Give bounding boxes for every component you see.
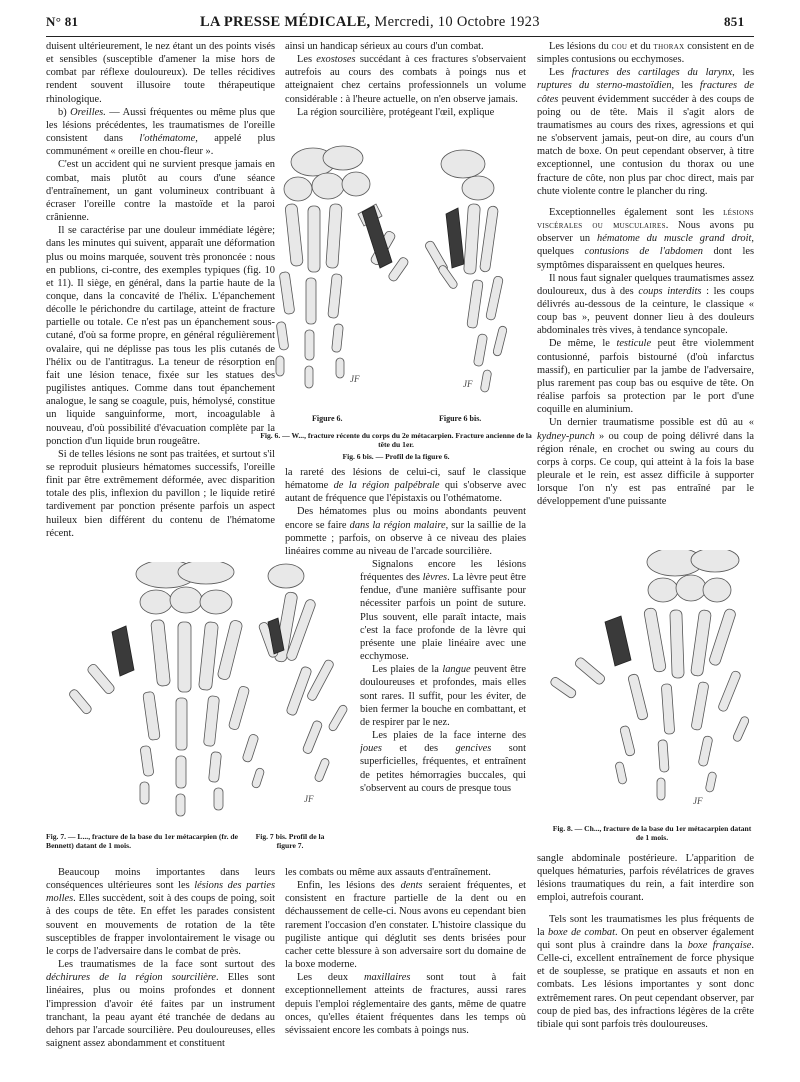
paragraph: Il nous faut signaler quelques traumatismes assez douloureux, dus à des coups interdits : les coups délivrés au-dessous de la ceinture, le classique « coup bas », peuvent donner lieu à des douleurs abdominales très vives, à tendance syncopale. bbox=[537, 272, 754, 337]
section-heading: Oreilles. bbox=[70, 106, 106, 118]
paragraph: Les deux maxillaires sont tout à fait exceptionnellement atteints de fractures, aussi rares depuis l'emploi réglementaire des gants, même de quatre onces, qu'elles étaient fréquentes dans les temps où sévissaient encore les combats à poings nus. bbox=[285, 972, 526, 1036]
page-number: 851 bbox=[724, 14, 745, 29]
paragraph: La région sourcilière, protégeant l'œil, explique bbox=[297, 106, 495, 118]
paragraph: Les plaies de la face interne des joues et des gencives sont superficielles, fréquentes, et entraînent de petites hémorragies buccales, qui s'observent au cours de presque tous bbox=[360, 730, 526, 794]
artist-signature: JF bbox=[350, 374, 360, 384]
paragraph: Les lésions du cou et du thorax consistent en de simples contusions ou ecchymoses. bbox=[537, 41, 754, 66]
issue-number: N° 81 bbox=[46, 14, 79, 29]
paragraph: Si de telles lésions ne sont pas traitées, et surtout s'il se reproduit plusieurs hématomes successifs, l'oreille finit par être extrêmement déformée, avec disparition totale des plis, inflexion du pavillon ; le liquide retiré tardivement par ponction présente parfois un aspect huileux bien différent du contenu de l'hématome récent. bbox=[46, 448, 275, 539]
paragraph: Enfin, les lésions des dents seraient fréquentes, et consistent en fracture partielle de la dent ou en déchaussement de celle-ci. Nous avons eu cependant bien rarement l'occasion d'en constater. L'histoire classique du pugiliste antique qui déglutit ses dents brisées pour cacher cette blessure à son adversaire sort du domaine de la boxe moderne. bbox=[285, 880, 526, 971]
paragraph: Les fractures des cartilages du larynx, les ruptures du sterno-mastoïdien, les fractures de côtes peuvent évidemment succéder à des coups de poing ou de tête. Mais il s'agit alors de traumatismes au cours des rixes, agressions et qui ne s'observent jamais, peut-on dire, au cours d'un match de boxe. On peut cependant observer, à titre exceptionnel, une contusion du thorax ou une fracture de côte, non plus par choc direct, mais par chute violente contre le plancher du ring. bbox=[537, 67, 754, 197]
figure-7-bis-caption: Fig. 7 bis. Profil de la figure 7. bbox=[255, 832, 325, 851]
artist-signature: JF bbox=[693, 796, 703, 806]
figure-6-caption: Fig. 6. — W..., fracture récente du corps du 2e métacarpien. Fracture ancienne de la tête du 1er. bbox=[260, 431, 532, 450]
figure-6-bis-label: Figure 6 bis. bbox=[439, 414, 482, 423]
column-3-bottom-text bbox=[537, 852, 754, 1072]
paragraph: Des hématomes plus ou moins abondants peuvent encore se faire dans la région malaire, sur la saillie de la pommette ; parfois, on observe à ce niveau des plaies linéaires comme au niveau de l'arcade sourcilière. bbox=[285, 506, 526, 556]
column-3-text bbox=[537, 40, 754, 546]
paragraph: duisent ultérieurement, le nez étant un des points visés et sensibles (susceptible d'amener la mise hors de combat par réflexe douloureux). De telles récidives rendent souvent illusoire toute thérapeutique rhinologique. bbox=[46, 41, 275, 105]
paragraph: ainsi un handicap sérieux au cours d'un combat. bbox=[285, 41, 484, 52]
figure-6-label: Figure 6. bbox=[312, 414, 343, 423]
header-rule bbox=[46, 36, 754, 37]
paragraph: Les exostoses succédant à ces fractures s'observaient autrefois au cours des combats à poings nus et atteignaient chez certains professionnels un volume considérable : à l'heure actuelle, on n'en observe jamais. bbox=[285, 54, 526, 105]
paragraph: Les traumatismes de la face sont surtout des déchirures de la région sourcilière. Elles sont linéaires, plus ou moins profondes et donnent l'impression d'avoir été faites par un instrument tranchant, la peau ayant été tranchée de dedans au dehors par l'arcade sourcilière. Peu douloureuses, elles saignent assez abondamment et constituent bbox=[46, 959, 275, 1050]
paragraph: C'est un accident qui ne survient presque jamais en combat, mais plutôt au cours d'une séance d'entraînement, un gant volumineux contribuant à écraser l'oreille contre la mastoïde et la paroi crânienne. bbox=[46, 159, 275, 224]
column-2-top-text bbox=[285, 40, 526, 140]
paragraph: Il se caractérise par une douleur immédiate légère; dans les minutes qui suivent, apparaît une déformation plus ou moins marquée, souvent très prononcée : nous en publions, ci-contre, des exemples typiques (fig. 10 et 11). Il siège, en général, dans la partie haute de la conque, dans la concavité de l'hélix. L'épanchement décolle le périchondre du cartilage, atteint de fracture partielle ou totale. Ce n'est pas un épanchement sous-cutané, d'où sa forme propre, en général régulièrement ovalaire, qui ne déplisse pas tous les plis cutanés de l'hélix ou de l'antitragus. La teneur de résorption en fait une lésion tenace, fixée sur les statues des pugilistes antiques. Comme dans tout épanchement analogue, le sang se coagule, puis, hémolysé, constitue un liquide sanguinforme, mort, incoagulable à nouveau, d'où possibilité d'évacuation complète par la ponction d'un liquide brun rougeâtre. bbox=[46, 225, 275, 447]
bottom-column-1-text bbox=[46, 866, 275, 1072]
paragraph: sangle abdominale postérieure. L'apparition de quelques hématuries, parfois révélatrices de graves lésions traumatiques du rein, a fait interdire son emploi, autrefois courant. bbox=[537, 853, 754, 904]
paragraph: De même, le testicule peut être violemment contusionné, parfois bistourné (d'où infarctus massif), en particulier par la jambe de l'adversaire, plus rarement pas coup bas ou esquive de tête. On réalise parfois sa protection par le port d'une coquille en aluminium. bbox=[537, 338, 754, 416]
issue-date: Mercredi, 10 Octobre 1923 bbox=[374, 14, 540, 30]
paragraph: Exceptionnelles également sont les lésions viscérales ou musculaires. Nous avons pu observer un hématome du muscle grand droit, quelques contusions de l'abdomen dont les symptômes disparaissent en quelques heures. bbox=[537, 206, 754, 271]
figure-7-xray bbox=[46, 562, 354, 824]
journal-name: LA PRESSE MÉDICALE, bbox=[200, 14, 371, 30]
column-2-mid-text bbox=[285, 466, 526, 556]
hand-xray-drawing bbox=[545, 550, 754, 816]
hand-xray-drawing bbox=[258, 144, 526, 408]
figure-7-caption: Fig. 7. — L..., fracture de la base du 1er métacarpien (fr. de Bennett) datant de 1 mois. bbox=[46, 832, 238, 851]
journal-title bbox=[200, 14, 540, 31]
paragraph-ears: b) Oreilles. — Aussi fréquentes ou même plus que les lésions précédentes, les traumatismes de l'oreille consistent dans l'othématome, appelé plus communément « oreille en chou-fleur ». bbox=[46, 106, 275, 158]
artist-signature: JF bbox=[304, 794, 314, 804]
column-1-text bbox=[46, 40, 275, 552]
paragraph: Un dernier traumatisme possible est dû au « kydney-punch » ou coup de poing délivré dans la région rénale, en crochet ou swing au cours du corps à corps. Ce coup, qui atteint à la fois la base pleurale et le rein, est assez difficile à supporter lorsque l'on n'y est pas entraîné par le développement d'une puissante bbox=[537, 417, 754, 508]
paragraph: Beaucoup moins importantes dans leurs conséquences ultérieures sont les lésions des parties molles. Elles succèdent, soit à des coups de poing, soit à des coups de tête. En effet les parades consistent souvent en mouvements de rotation de la tête susceptibles de frapper involontairement le visage ou le corps de l'adversaire dans le combat de près. bbox=[46, 867, 275, 957]
figure-6-xray bbox=[258, 144, 526, 408]
paragraph: Tels sont les traumatismes les plus fréquents de la boxe de combat. On peut en observer également qui sont plus à craindre dans la boxe française. Celle-ci, excellent entraînement de force physique et de souplesse, se pratique en assauts et non en combats. Les lésions importantes y sont donc extrêmement rares. On peut cependant observer, par coup de pied bas, des infractions légères de la crête tibiale qui sont parfois très douloureuses. bbox=[537, 913, 754, 1030]
figure-8-caption: Fig. 8. — Ch..., fracture de la base du 1er métacarpien datant de 1 mois. bbox=[552, 824, 752, 843]
figure-6-bis-caption: Fig. 6 bis. — Profil de la figure 6. bbox=[342, 452, 450, 461]
paragraph: les combats ou même aux assauts d'entraînement. bbox=[285, 867, 491, 878]
paragraph: Signalons encore les lésions fréquentes des lèvres. La lèvre peut être fendue, d'une manière suffisante pour nécessiter parfois un point de suture. Plus souvent, elle paraît intacte, mais c'est la face profonde de la lèvre qui présente une plaie linéaire avec une ecchymose. bbox=[360, 559, 526, 663]
bottom-column-2-text bbox=[285, 866, 526, 1072]
figure-8-xray bbox=[545, 550, 754, 816]
paragraph: Les plaies de la langue peuvent être douloureuses et profondes, mais elles sont rares. Il suffit, pour les éviter, de bien fermer la bouche en combattant, et de respirer par le nez. bbox=[360, 664, 526, 728]
column-2-narrow-text bbox=[360, 558, 526, 864]
paragraph: la rareté des lésions de celui-ci, sauf le classique hématome de la région palpébrale qui s'observe avec autant de fréquence que l'épistaxis ou l'othématome. bbox=[285, 467, 526, 505]
hand-xray-drawing bbox=[46, 562, 354, 824]
artist-signature: JF bbox=[463, 379, 473, 389]
